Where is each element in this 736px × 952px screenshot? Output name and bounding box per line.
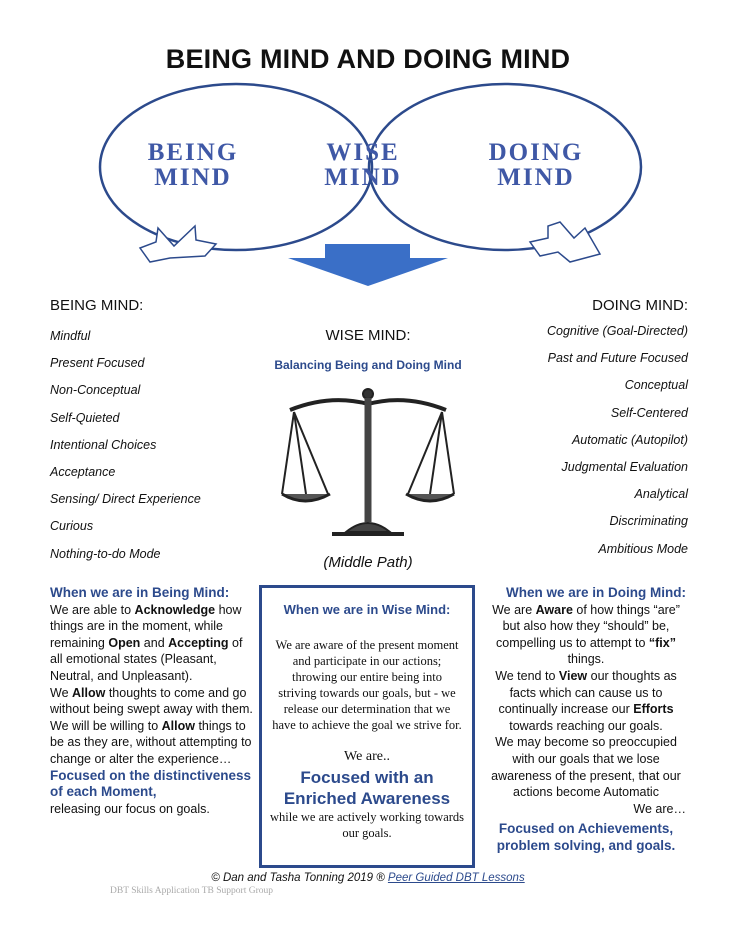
list-item: Analytical	[634, 487, 688, 502]
svg-text:WISE: WISE	[326, 139, 400, 166]
doing-paragraph-1: We are Aware of how things “are” but also how they “should” be, compelling us to attempt to “fix” things.	[492, 602, 680, 667]
wise-box-heading: When we are in Wise Mind:	[283, 602, 451, 617]
doing-mind-block	[486, 585, 686, 855]
copyright-text: © Dan and Tasha Tonning 2019 ®	[211, 872, 385, 884]
svg-text:MIND: MIND	[324, 164, 402, 191]
being-paragraph-2: We Allow thoughts to come and go without being swept away with them.	[50, 685, 253, 717]
svg-text:DOING: DOING	[488, 139, 584, 166]
being-tail: releasing our focus on goals.	[50, 801, 210, 816]
page-title: BEING MIND AND DOING MIND	[165, 44, 571, 74]
list-item: Present Focused	[50, 356, 145, 371]
list-item: Self-Centered	[610, 405, 688, 420]
middle-path-caption: (Middle Path)	[323, 554, 413, 571]
being-block-heading: When we are in Being Mind:	[50, 585, 230, 600]
list-item: Automatic (Autopilot)	[571, 432, 688, 447]
list-item: Self-Quieted	[50, 410, 120, 425]
list-item: Judgmental Evaluation	[561, 459, 688, 474]
wise-heading: WISE MIND:	[325, 327, 411, 344]
copyright	[0, 872, 736, 884]
doing-list	[428, 318, 688, 563]
svg-text:MIND: MIND	[497, 164, 575, 191]
doing-paragraph-2: We tend to View our thoughts as facts which can cause us to continually increase our Efforts towards reaching our goals.	[495, 668, 677, 733]
right-arrow-icon	[530, 222, 600, 262]
list-item: Acceptance	[50, 464, 116, 479]
doing-focus: Focused on Achievements, problem solving, and goals.	[496, 821, 676, 853]
svg-text:MIND: MIND	[154, 164, 232, 191]
venn-diagram	[0, 0, 736, 300]
balance-scale-icon	[280, 382, 456, 542]
being-heading: BEING MIND:	[50, 297, 144, 314]
wise-tail: while we are actively working towards our goals.	[269, 810, 465, 840]
list-item: Conceptual	[624, 378, 688, 393]
svg-text:BEING: BEING	[147, 139, 239, 166]
wise-we-are: We are..	[344, 749, 390, 764]
doing-block-heading: When we are in Doing Mind:	[506, 585, 686, 600]
watermark: DBT Skills Application TB Support Group	[110, 886, 274, 896]
wise-box-body: We are aware of the present moment and participate in our actions; throwing our entire being into striving towards our goals, but - we release our determination that we have to achieve the goal we strive for.	[272, 638, 462, 732]
list-item: Past and Future Focused	[547, 351, 688, 366]
list-item: Intentional Choices	[50, 437, 157, 452]
list-item: Non-Conceptual	[50, 383, 141, 398]
wise-focus: Focused with an Enriched Awareness	[283, 768, 451, 808]
list-item: Curious	[50, 519, 94, 534]
being-focus: Focused on the distinctiveness of each Moment,	[50, 767, 252, 800]
doing-heading: DOING MIND:	[592, 297, 688, 314]
list-item: Nothing-to-do Mode	[50, 546, 161, 561]
doing-we-are: We are…	[633, 801, 686, 816]
list-item: Discriminating	[609, 514, 688, 529]
being-mind-block	[50, 585, 255, 817]
being-paragraph-3: We will be willing to Allow things to be as they are, without attempting to change or alter the experience…	[50, 718, 252, 766]
wise-subheading: Balancing Being and Doing Mind	[274, 358, 462, 372]
being-paragraph-1: We are able to Acknowledge how things are in the moment, while remaining Open and Accepting of all emotional states (Pleasant, Neutral, and Unpleasant).	[50, 602, 243, 683]
wise-mind-box	[259, 585, 475, 868]
doing-paragraph-3: We may become so preoccupied with our goals that we lose awareness of the present, that our actions become Automatic	[491, 735, 681, 800]
list-item: Sensing/ Direct Experience	[50, 492, 201, 507]
peer-guided-link[interactable]: Peer Guided DBT Lessons	[387, 872, 525, 884]
list-item: Mindful	[50, 329, 91, 343]
list-item: Ambitious Mode	[598, 541, 688, 556]
list-item: Cognitive (Goal-Directed)	[546, 324, 688, 338]
down-arrow-icon	[288, 244, 448, 286]
